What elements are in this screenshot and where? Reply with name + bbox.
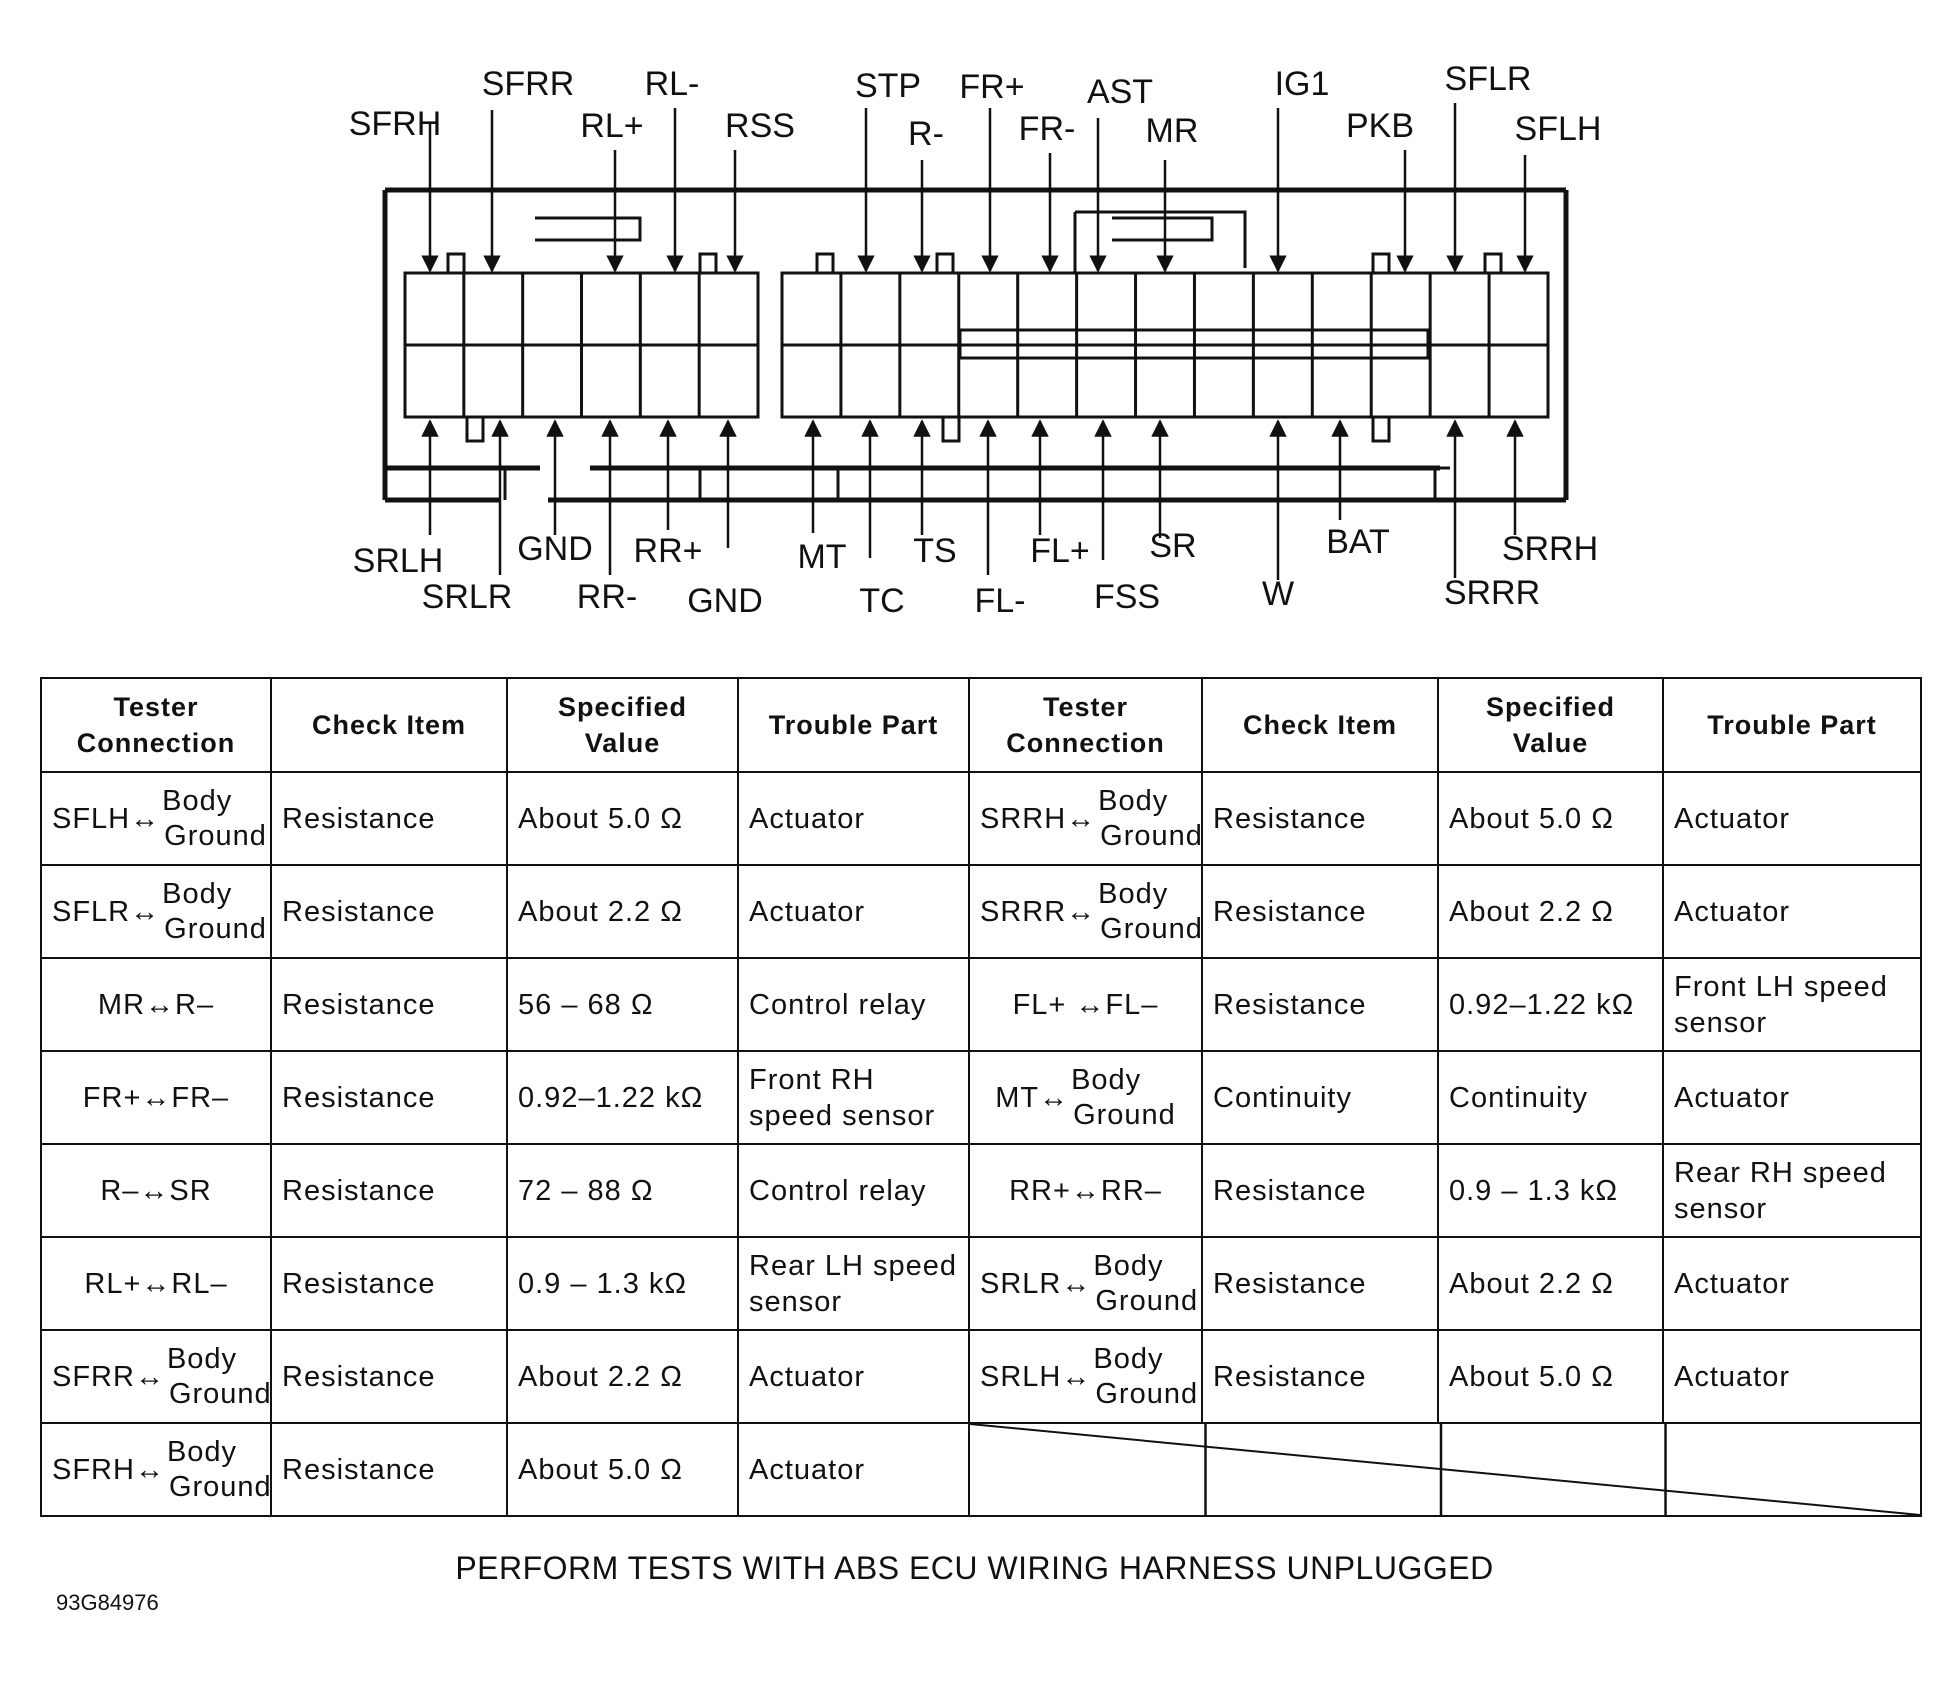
ground-label: Ground [168,1470,272,1503]
ground-label: Ground [164,912,267,945]
tester-connection-cell [969,865,1202,958]
column-header-line: Specified [557,692,688,722]
column-header-line: Check Item [1242,710,1398,740]
tester-terminal: SRLR↔ [980,1267,1092,1300]
specified-value: About 2.2 Ω [1438,865,1663,958]
check-item: Resistance [1202,1330,1438,1423]
pin-label-top: MR [1145,112,1199,150]
table-row [41,1423,1921,1516]
specified-value: 0.9 – 1.3 kΩ [1438,1144,1663,1237]
body-label: Body [1098,877,1169,910]
pin-label-bottom: GND [687,582,763,620]
check-item: Resistance [1202,772,1438,865]
check-item: Resistance [1202,1237,1438,1330]
ground-label: Ground [1100,912,1203,945]
latch-tab [448,254,464,273]
pin-label-bottom: GND [517,530,593,568]
check-item: Resistance [271,865,507,958]
tester-connection-cell [969,1237,1202,1330]
blank-cell-diagonal [970,1424,1920,1515]
pin-label-bottom: TS [913,532,957,570]
ground-label: Ground [1100,819,1203,852]
table-row [41,1051,1921,1144]
tester-connection: FR+↔FR– [82,1081,230,1114]
specified-value: About 5.0 Ω [1438,1330,1663,1423]
column-header [1663,678,1921,772]
body-label: Body [162,877,233,910]
pin-label-top: SFRR [481,65,575,103]
specified-value: 0.92–1.22 kΩ [507,1051,738,1144]
trouble-part: Actuator [738,865,969,958]
pin-label-top: FR- [1018,110,1076,148]
trouble-part: Control relay [738,958,969,1051]
column-header [738,678,969,772]
table-row [41,1144,1921,1237]
empty-cell [969,1423,1921,1516]
pin-label-top: IG1 [1274,65,1330,103]
column-header-line: Tester [1042,692,1129,722]
tester-connection-cell [41,1330,271,1423]
check-item: Resistance [1202,865,1438,958]
pin-label-bottom: SRRH [1501,530,1599,568]
check-table [40,677,1920,1517]
tester-terminal: SFRH↔ [52,1453,165,1486]
latch-tab [467,417,483,441]
housing-detail [505,468,530,500]
check-item: Resistance [271,772,507,865]
column-header-line: Specified [1485,692,1616,722]
latch-tab [1373,417,1389,441]
pin-label-bottom: FL- [974,582,1026,620]
specified-value: About 5.0 Ω [507,1423,738,1516]
housing-detail [1435,468,1450,500]
check-item: Resistance [271,1423,507,1516]
trouble-part: Actuator [1663,1051,1921,1144]
tester-connection: RR+↔RR– [1009,1174,1162,1207]
ground-label: Ground [1095,1284,1199,1317]
trouble-part: Actuator [738,1330,969,1423]
pin-label-bottom: RR+ [633,532,703,570]
body-label: Body [162,784,233,817]
tester-connection: MR↔R– [97,988,215,1021]
specified-value: 56 – 68 Ω [507,958,738,1051]
latch-tab [700,254,716,273]
latch-tab [937,254,953,273]
trouble-part: Actuator [1663,865,1921,958]
connector-pins [405,254,1548,441]
pin-label-top: FR+ [959,68,1025,106]
pin-label-top: SFLR [1444,60,1532,98]
body-label: Body [1071,1063,1142,1096]
column-header [1202,678,1438,772]
tester-connection-cell [41,1237,271,1330]
table-row [41,865,1921,958]
column-header [1438,678,1663,772]
table-row [41,1237,1921,1330]
trouble-part: Control relay [738,1144,969,1237]
body-label: Body [166,1435,238,1468]
footnote: PERFORM TESTS WITH ABS ECU WIRING HARNESS UNPLUGGED [455,1550,1494,1586]
pin-label-top: PKB [1345,107,1415,145]
pin-label-bottom: RR- [576,578,638,616]
trouble-part: Front RH speed sensor [738,1051,969,1144]
pin-label-top: RL+ [580,107,644,145]
trouble-part: Actuator [738,1423,969,1516]
connector-diagram [0,0,1949,640]
pin-label-top: RL- [644,65,700,103]
latch-tab [1373,254,1389,273]
pin-label-bottom: SRLR [421,578,513,616]
tester-connection-cell [969,1330,1202,1423]
tester-terminal: SFRR↔ [52,1360,165,1393]
column-header [969,678,1202,772]
specified-value: About 5.0 Ω [507,772,738,865]
tester-connection: FL+ ↔FL– [1012,988,1159,1021]
pin-labels [349,60,1602,620]
column-header-line: Tester [113,692,199,722]
tester-connection-cell [969,958,1202,1051]
tester-connection-cell [41,1051,271,1144]
body-label: Body [1093,1342,1164,1375]
specified-value: 72 – 88 Ω [507,1144,738,1237]
column-header-line: Value [1512,728,1589,758]
pin-label-bottom: W [1261,575,1295,613]
check-item: Resistance [271,1237,507,1330]
pin-label-top: RSS [725,107,795,145]
resistance-check-table [40,677,1922,1517]
pin-label-top: SFRH [348,105,442,143]
header-row [41,678,1921,772]
specified-value: About 2.2 Ω [507,1330,738,1423]
pin-label-bottom: FL+ [1030,532,1090,570]
housing-detail [535,218,640,240]
pin-label-bottom: TC [859,582,905,620]
pin-leader-arrows [430,103,1525,580]
tester-connection-cell [41,958,271,1051]
column-header-line: Check Item [311,710,467,740]
specified-value: Continuity [1438,1051,1663,1144]
pin-label-top: SFLH [1514,110,1602,148]
ground-label: Ground [164,819,267,852]
specified-value: About 5.0 Ω [1438,772,1663,865]
specified-value: About 2.2 Ω [507,865,738,958]
latch-tab [817,254,833,273]
pin-label-bottom: BAT [1326,523,1390,561]
tester-terminal: MT↔ [995,1081,1070,1114]
tester-terminal: SFLR↔ [52,895,161,928]
tester-terminal: SRRR↔ [980,895,1097,928]
pin-label-bottom: SRRR [1443,574,1541,612]
body-label: Body [166,1342,238,1375]
check-item: Resistance [271,958,507,1051]
figure-code: 93G84976 [56,1590,159,1615]
trouble-part: Actuator [738,772,969,865]
ground-label: Ground [1073,1098,1176,1131]
housing-detail [1112,218,1212,240]
tester-connection-cell [41,772,271,865]
pin-label-top: AST [1086,73,1154,111]
column-header-line: Trouble Part [768,710,939,740]
table-row [41,772,1921,865]
diagonal-strike [970,1424,1920,1515]
specified-value: 0.92–1.22 kΩ [1438,958,1663,1051]
latch-tab [1485,254,1501,273]
pin-label-bottom: FSS [1093,578,1161,616]
trouble-part: Rear RH speed sensor [1663,1144,1921,1237]
column-header [507,678,738,772]
column-header-line: Value [584,728,661,758]
pin-label-bottom: SRLH [352,542,444,580]
pin-label-top: STP [854,67,922,105]
column-header-line: Connection [1006,728,1165,758]
housing-detail [838,468,855,500]
body-label: Body [1098,784,1169,817]
pin-label-top: R- [908,115,944,153]
trouble-part: Front LH speed sensor [1663,958,1921,1051]
column-header-line: Trouble Part [1707,710,1877,740]
check-item: Resistance [1202,1144,1438,1237]
column-header [41,678,271,772]
column-header-line: Connection [76,728,236,758]
check-item: Continuity [1202,1051,1438,1144]
specified-value: About 2.2 Ω [1438,1237,1663,1330]
trouble-part: Actuator [1663,1237,1921,1330]
check-item: Resistance [271,1330,507,1423]
ground-label: Ground [168,1377,272,1410]
tester-connection-cell [969,772,1202,865]
trouble-part: Actuator [1663,1330,1921,1423]
latch-tab [943,417,959,441]
tester-terminal: SRRH↔ [980,802,1097,835]
table-row [41,958,1921,1051]
ground-label: Ground [1095,1377,1199,1410]
tester-connection-cell [41,1423,271,1516]
column-header [271,678,507,772]
check-item: Resistance [271,1144,507,1237]
check-item: Resistance [271,1051,507,1144]
trouble-part: Rear LH speed sensor [738,1237,969,1330]
tester-connection-cell [41,1144,271,1237]
tester-terminal: SRLH↔ [980,1360,1092,1393]
tester-terminal: SFLH↔ [52,802,161,835]
housing-detail [700,468,720,500]
tester-connection: RL+↔RL– [84,1267,228,1300]
tester-connection: R–↔SR [100,1174,212,1207]
table-row [41,1330,1921,1423]
pin-label-bottom: MT [797,538,847,576]
tester-connection-cell [969,1051,1202,1144]
pin-label-bottom: SR [1149,527,1197,565]
trouble-part: Actuator [1663,772,1921,865]
tester-connection-cell [969,1144,1202,1237]
check-item: Resistance [1202,958,1438,1051]
body-label: Body [1093,1249,1164,1282]
specified-value: 0.9 – 1.3 kΩ [507,1237,738,1330]
tester-connection-cell [41,865,271,958]
